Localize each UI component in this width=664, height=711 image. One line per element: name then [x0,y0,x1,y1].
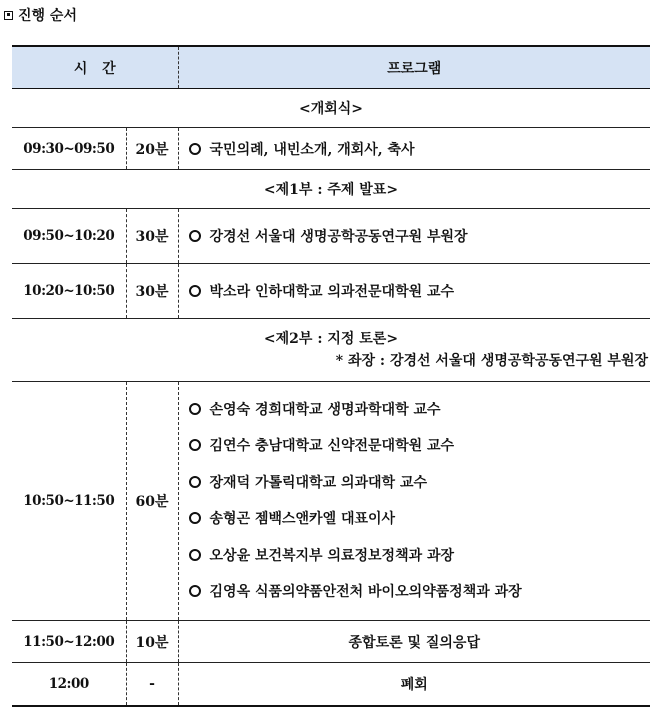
section-part2-cell [12,319,650,382]
circle-bullet-icon [189,585,201,597]
table-row [12,621,650,663]
section-part1-title: <제1부 : 주제 발표> [263,182,399,198]
time-cell: 09:50~10:20 [23,228,115,244]
section-opening-row [12,89,650,128]
duration-cell: 30분 [126,209,178,264]
list-item [189,392,650,429]
section-part2-row [12,319,650,382]
panelist-text: 김영옥 식품의약품안전처 바이오의약품정책과 과장 [209,584,522,600]
program-text: 강경선 서울대 생명공학공동연구원 부원장 [209,229,468,245]
schedule-table [12,45,650,707]
table-header-row [12,46,650,89]
section-part1-row [12,170,650,209]
header-program: 프로그램 [178,46,650,89]
list-item [189,428,650,465]
time-cell: 09:30~09:50 [23,140,115,157]
duration-cell: 10분 [126,621,178,663]
list-item [189,538,650,575]
duration-cell: 30분 [126,264,178,319]
program-cell [178,128,650,170]
program-cell [178,209,650,264]
time-cell: 10:50~11:50 [23,493,115,509]
program-cell [178,264,650,319]
table-row [12,264,650,319]
circle-bullet-icon [189,143,201,155]
circle-bullet-icon [189,230,201,242]
header-time: 시 간 [12,46,178,89]
duration-cell: 20분 [126,128,178,170]
square-bullet-icon [4,11,13,20]
table-row [12,209,650,264]
time-cell: 10:20~10:50 [23,283,115,299]
program-text: 국민의례, 내빈소개, 개회사, 축사 [209,141,415,158]
panelist-text: 오상윤 보건복지부 의료정보정책과 과장 [209,547,455,564]
list-item [189,465,650,502]
section-opening-title: <개회식> [298,101,364,117]
section-heading [4,5,77,25]
panelist-text: 손영숙 경희대학교 생명과학대학 교수 [209,401,441,418]
table-row [12,382,650,621]
panelist-list [178,382,650,621]
circle-bullet-icon [189,549,201,561]
duration-cell: 60분 [126,382,178,621]
table-row [12,128,650,170]
section-part2-title: <제2부 : 지정 토론> [263,331,399,347]
duration-cell: - [126,663,178,706]
time-cell: 12:00 [12,663,126,706]
circle-bullet-icon [189,476,201,488]
circle-bullet-icon [189,285,201,297]
panelist-text: 송형곤 젬백스앤카엘 대표이사 [209,511,396,527]
panelist-text: 장재덕 가톨릭대학교 의과대학 교수 [209,474,427,491]
time-cell: 11:50~12:00 [23,633,115,650]
panelist-text: 김연수 충남대학교 신약전문대학원 교수 [209,438,455,454]
list-item [189,574,650,611]
circle-bullet-icon [189,512,201,524]
circle-bullet-icon [189,439,201,451]
program-text: 박소라 인하대학교 의과전문대학원 교수 [209,284,455,300]
list-item [189,501,650,538]
table-row [12,663,650,706]
chair-note: * 좌장 : 강경선 서울대 생명공학공동연구원 부원장 [335,353,648,369]
circle-bullet-icon [189,403,201,415]
program-cell: 종합토론 및 질의응답 [178,621,650,663]
program-cell: 폐회 [178,663,650,706]
section-title: 진행 순서 [18,8,77,24]
